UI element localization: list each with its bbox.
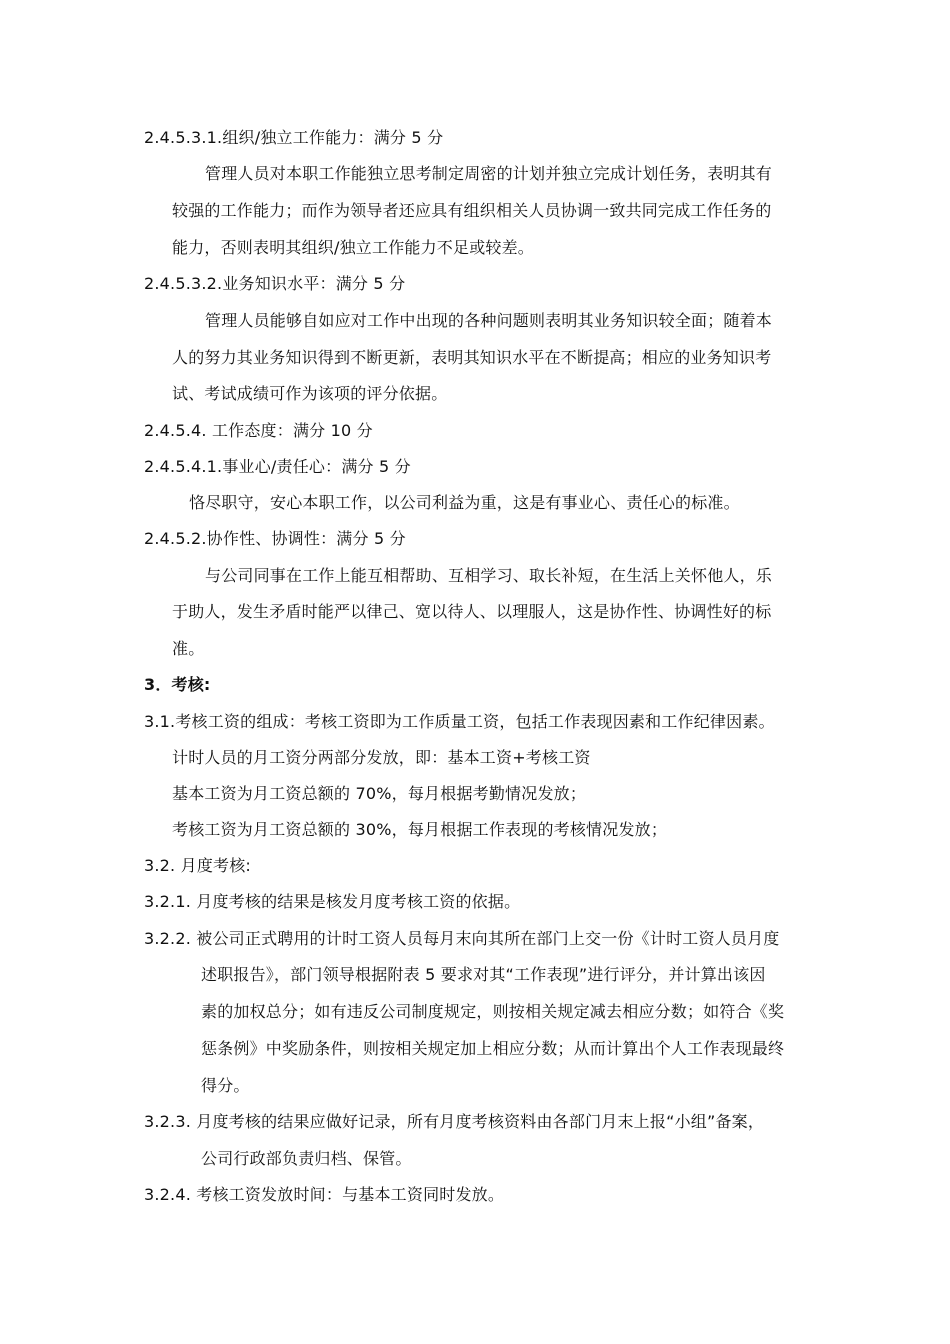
item-3-2-2: 3.2.2. 被公司正式聘用的计时工资人员每月末向其所在部门上交一份《计时工资人员月度 xyxy=(144,929,780,948)
paragraph-line: 考核工资为月工资总额的 30%，每月根据工作表现的考核情况发放； xyxy=(172,820,668,839)
paragraph-line: 人的努力其业务知识得到不断更新，表明其知识水平在不断提高；相应的业务知识考 xyxy=(172,348,772,367)
paragraph-line: 公司行政部负责归档、保管。 xyxy=(201,1149,412,1168)
heading-3-2: 3.2. 月度考核: xyxy=(144,856,252,875)
section-heading-3: 3．考核: xyxy=(144,675,211,694)
paragraph-line: 管理人员能够自如应对工作中出现的各种问题则表明其业务知识较全面；随着本 xyxy=(205,311,773,330)
paragraph-line: 基本工资为月工资总额的 70%，每月根据考勤情况发放； xyxy=(172,784,587,803)
paragraph-line: 述职报告》，部门领导根据附表 5 要求对其“工作表现”进行评分，并计算出该因 xyxy=(201,965,766,984)
item-3-2-4: 3.2.4. 考核工资发放时间：与基本工资同时发放。 xyxy=(144,1185,505,1204)
paragraph-line: 于助人，发生矛盾时能严以律己、宽以待人、以理服人，这是协作性、协调性好的标 xyxy=(172,602,772,621)
paragraph-line: 试、考试成绩可作为该项的评分依据。 xyxy=(172,384,448,403)
paragraph-line: 计时人员的月工资分两部分发放，即：基本工资+考核工资 xyxy=(172,748,591,767)
paragraph-line: 与公司同事在工作上能互相帮助、互相学习、取长补短，在生活上关怀他人，乐 xyxy=(205,566,773,585)
heading-2-4-5-3-1: 2.4.5.3.1.组织/独立工作能力：满分 5 分 xyxy=(144,128,444,147)
heading-3-1: 3.1.考核工资的组成：考核工资即为工作质量工资，包括工作表现因素和工作纪律因素。 xyxy=(144,712,775,731)
paragraph-line: 准。 xyxy=(172,639,205,658)
paragraph-line: 较强的工作能力；而作为领导者还应具有组织相关人员协调一致共同完成工作任务的 xyxy=(172,201,772,220)
heading-2-4-5-4-1: 2.4.5.4.1.事业心/责任心：满分 5 分 xyxy=(144,457,411,476)
paragraph-line: 恪尽职守，安心本职工作，以公司利益为重，这是有事业心、责任心的标准。 xyxy=(189,493,740,512)
paragraph-line: 管理人员对本职工作能独立思考制定周密的计划并独立完成计划任务，表明其有 xyxy=(205,164,773,183)
heading-2-4-5-3-2: 2.4.5.3.2.业务知识水平：满分 5 分 xyxy=(144,274,406,293)
item-3-2-1: 3.2.1. 月度考核的结果是核发月度考核工资的依据。 xyxy=(144,892,521,911)
paragraph-line: 惩条例》中奖励条件，则按相关规定加上相应分数；从而计算出个人工作表现最终 xyxy=(201,1039,785,1058)
paragraph-line: 得分。 xyxy=(201,1076,250,1095)
paragraph-line: 素的加权总分；如有违反公司制度规定，则按相关规定减去相应分数；如符合《奖 xyxy=(201,1002,785,1021)
paragraph-line: 能力，否则表明其组织/独立工作能力不足或较差。 xyxy=(172,238,534,257)
item-3-2-3: 3.2.3. 月度考核的结果应做好记录，所有月度考核资料由各部门月末上报“小组”备案， xyxy=(144,1112,765,1131)
heading-2-4-5-4: 2.4.5.4. 工作态度：满分 10 分 xyxy=(144,421,373,440)
heading-2-4-5-2: 2.4.5.2.协作性、协调性：满分 5 分 xyxy=(144,529,406,548)
